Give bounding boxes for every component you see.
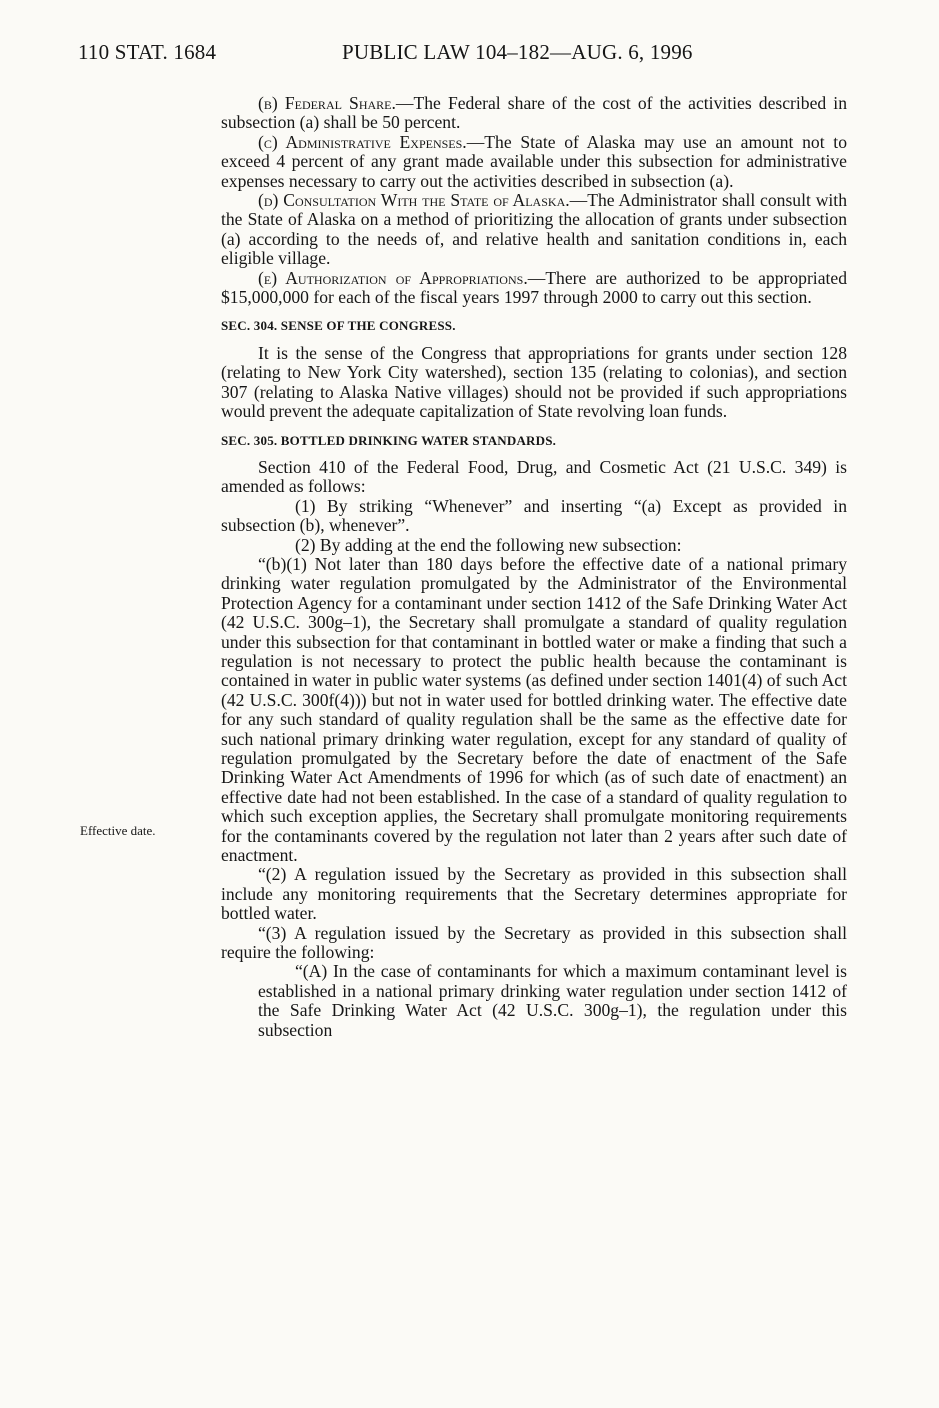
amendment-item-2: (2) By adding at the end the following new subsection: [295, 534, 682, 555]
subsection-b-text: —The Federal share of the cost of the activities described in subsection (a) shall be 50 percent. [221, 93, 847, 133]
section-304-text: It is the sense of the Congress that appropriations for grants under section 128 (relating to New York City watershed), section 135 (relating to colonias), and section 307 (relating to Alaska Native villages) should not be provided if such appropriations would prevent the adequate capitalization of State revolving loan funds. [221, 342, 847, 422]
page-body [221, 94, 847, 1040]
paragraph-b3: “(3) A regulation issued by the Secretary as provided in this subsection shall require the following: [221, 922, 847, 963]
public-law-citation: PUBLIC LAW 104–182—AUG. 6, 1996 [342, 40, 693, 64]
subsection-d [221, 191, 847, 269]
subsection-d-text: —The Administrator shall consult with the State of Alaska on a method of prioritizing the allocation of grants under subsection (a) according to the needs of, and relative health and sanitation conditions in, each eligible village. [221, 190, 847, 269]
page-header [78, 40, 738, 70]
stat-page-number: 110 STAT. 1684 [78, 40, 217, 64]
amendment-item-1: (1) By striking “Whenever” and inserting “(a) Except as provided in subsection (b), whenever”. [221, 495, 847, 536]
subsection-e-heading: (e) Authorization of Appropriations. [258, 267, 528, 288]
section-305-intro: Section 410 of the Federal Food, Drug, and Cosmetic Act (21 U.S.C. 349) is amended as follows: [221, 456, 847, 497]
subsection-c-heading: (c) Administrative Expenses. [258, 131, 467, 152]
subsection-e [221, 269, 847, 308]
paragraph-b1: “(b)(1) Not later than 180 days before the effective date of a national primary drinking water regulation promulgated by the Administrator of the Environmental Protection Agency for a contaminant under section 1412 of the Safe Drinking Water Act (42 U.S.C. 300g–1), the Secretary shall promulgate a standard of quality regulation under this subsection for that contaminant in bottled water or make a finding that such a regulation is not necessary to protect the public health because the contaminant is contained in water in public water systems (as defined under section 1401(4) of such Act (42 U.S.C. 300f(4))) but not in water used for bottled drinking water. The effective date for any such standard of quality regulation shall be the same as the effective date for such national primary drinking water regulation, except for any standard of quality of regulation promulgated by the Secretary before the date of enactment of the Safe Drinking Water Act Amendments of 1996 for which (as of such date of enactment) an effective date had not been established. In the case of a standard of quality regulation to which such exception applies, the Secretary shall promulgate monitoring requirements for the contaminants covered by the regulation not later than 2 years after such date of enactment. [221, 553, 847, 866]
subsection-e-text: —There are authorized to be appropriated $15,000,000 for each of the fiscal years 1997 through 2000 to carry out this section. [221, 267, 847, 308]
subsection-c-text: —The State of Alaska may use an amount not to exceed 4 percent of any grant made available under this subsection for administrative expenses necessary to carry out the activities described in subsection (a). [221, 131, 847, 191]
subsection-d-heading: (d) Consultation With the State of Alaska. [258, 190, 570, 211]
subsection-b-heading: (b) Federal Share. [258, 93, 396, 113]
subparagraph-A: “(A) In the case of contaminants for which a maximum contaminant level is established in a national primary drinking water regulation under section 1412 of the Safe Drinking Water Act (42 U.S.C. 300g–1), the regulation under this subsection [258, 961, 847, 1040]
margin-note: Effective date. [80, 823, 156, 838]
section-304-heading: SEC. 304. SENSE OF THE CONGRESS. [221, 318, 456, 334]
subsection-b [221, 94, 847, 133]
section-305-heading: SEC. 305. BOTTLED DRINKING WATER STANDARDS. [221, 432, 557, 448]
paragraph-b2: “(2) A regulation issued by the Secretary as provided in this subsection shall include any monitoring requirements that the Secretary determines appropriate for bottled water. [221, 864, 847, 924]
subsection-c [221, 133, 847, 191]
